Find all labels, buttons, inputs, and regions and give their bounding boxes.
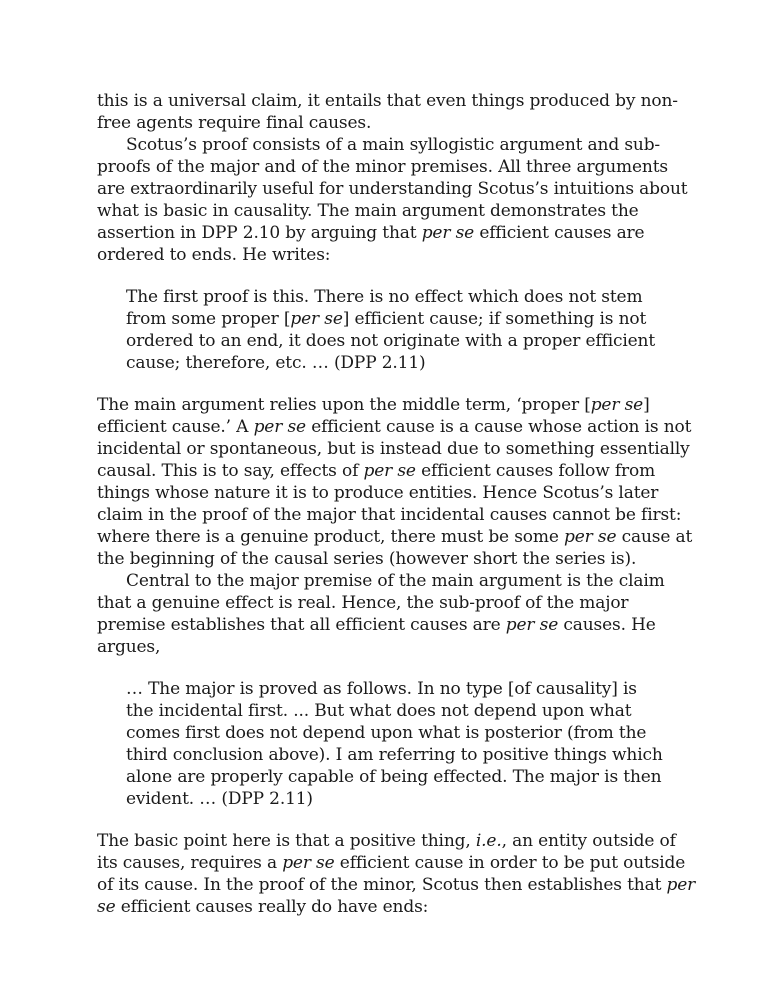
italic-term: per se [97,875,696,917]
text-segment: efficient causes really do have ends: [115,897,429,917]
document-page [97,90,697,918]
text-segment: , an entity outside of its causes, requires a [97,831,676,873]
block-quote-first-proof [126,286,666,374]
text-segment: efficient cause in order to be put outside of its cause. In the proof of the minor, Scotus then establishes that [97,853,686,895]
italic-term: per se [564,527,617,547]
text-segment: Central to the major premise of the main argument is the claim that a genuine effect is real. Hence, the sub-proof of the major premise establishes that all efficient causes are [97,571,665,635]
paragraph-main-argument-intro [97,134,697,266]
text-segment: Scotus’s proof consists of a main syllogistic argument and sub-proofs of the major and of the minor premises. All three arguments are extraordinarily useful for understanding Scotus’s intuitions about what is basic in causality. The main argument demonstrates the assertion in DPP 2.10 by arguing that [97,135,688,243]
text-segment: … The major is proved as follows. In no type [of causality] is the incidental first. ... But what does not depend upon what comes first does not depend upon what is posterior (from the third conclusion above). I am referring to positive things which alone are properly capable of being effected. The major is then evident. … (DPP 2.11) [126,679,663,809]
italic-term: per se [505,615,559,635]
paragraph-major-premise [97,570,697,658]
text-segment: The first proof is this. There is no effect which does not stem from some proper [ [126,287,643,329]
italic-term: i.e. [475,831,502,851]
text-segment: causes. He argues, [97,615,656,657]
text-segment: ] efficient cause.’ A [97,395,650,437]
text-segment: cause at the beginning of the causal series (however short the series is). [97,527,693,569]
text-segment: The basic point here is that a positive thing, [97,831,476,851]
text-segment: ] efficient cause; if something is not ordered to an end, it does not originate with a proper efficient cause; therefore, etc. … (DPP 2.11) [126,309,656,373]
italic-term: per se [290,309,343,329]
italic-term: per se [282,853,335,873]
text-segment: efficient causes are ordered to ends. He writes: [97,223,645,265]
paragraph-basic-point [97,830,697,918]
text-segment: efficient cause is a cause whose action is not incidental or spontaneous, but is instead due to something essentially causal. This is to say, effects of [97,417,692,481]
italic-term: per se [590,395,644,415]
block-quote-major-proof [126,678,666,810]
text-segment: efficient causes follow from things whose nature it is to produce entities. Hence Scotus’s later claim in the proof of the major that incidental causes cannot be first: where there is a genuine product, there must be some [97,461,682,547]
paragraph-continuation [97,90,697,134]
text-segment: this is a universal claim, it entails that even things produced by non-free agents require final causes. [97,91,678,133]
text-segment: The main argument relies upon the middle term, ‘proper [ [97,395,591,415]
paragraph-middle-term [97,394,697,570]
italic-term: per se [363,461,416,481]
italic-term: per se [253,417,306,437]
italic-term: per se [421,223,475,243]
